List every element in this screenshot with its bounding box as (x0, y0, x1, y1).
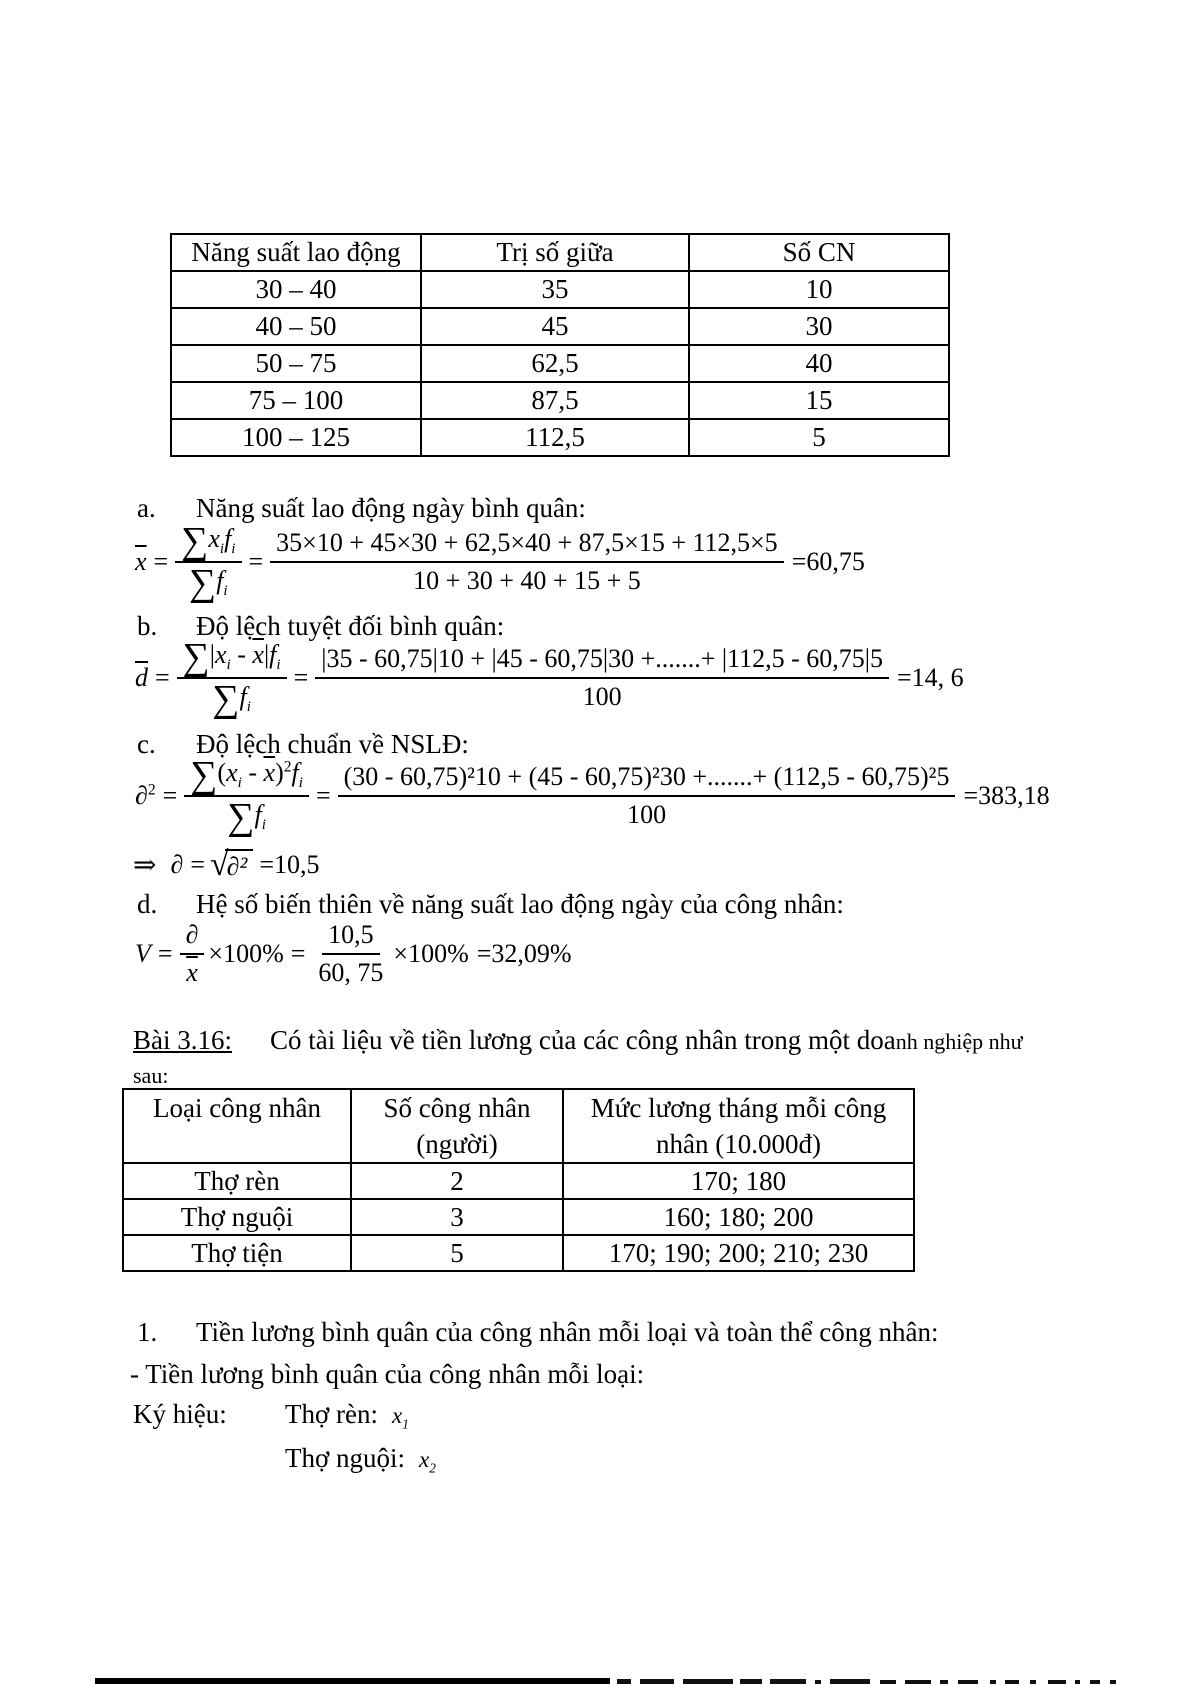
table-cell: 170; 180 (563, 1163, 914, 1199)
denominator: 60, 75 (318, 958, 384, 987)
x-var: x (208, 524, 220, 553)
table-header-cell: Số CN (689, 234, 949, 271)
table-cell: 87,5 (421, 382, 689, 419)
item-c-heading (137, 728, 469, 762)
table-cell: 40 – 50 (171, 308, 421, 345)
table-cell: 160; 180; 200 (563, 1199, 914, 1235)
sigma-symbol: ∑ (182, 636, 210, 678)
table-header-cell: Năng suất lao động (171, 234, 421, 271)
radical-sign: √ (210, 846, 229, 883)
subline-text: - Tiền lương bình quân của công nhân mỗi loại: (130, 1359, 645, 1389)
table-header-cell: Loại công nhân (123, 1089, 351, 1163)
notation-line-2 (285, 1442, 436, 1477)
equals-sign: = (155, 663, 170, 693)
problem-intro-line2 (133, 1062, 168, 1090)
f-var: f (291, 758, 299, 787)
formula-result: =14, 6 (897, 663, 964, 693)
item-title: Hệ số biến thiên về năng suất lao động ngày của công nhân: (196, 889, 844, 919)
fraction-mean-values (270, 528, 784, 596)
equals-sign: = (293, 663, 309, 693)
formula-result: =383,18 (963, 781, 1050, 811)
equals-sign: = (190, 850, 205, 879)
problem-intro-tail: nh nghiệp như (895, 1029, 1023, 1054)
denominator: 100 (627, 800, 667, 830)
equals-sign: = (315, 781, 331, 811)
part-title: Tiền lương bình quân của công nhân mỗi loại và toàn thể công nhân: (196, 1317, 939, 1347)
table-cell: Thợ rèn (123, 1163, 351, 1199)
x-var: x (214, 640, 227, 669)
sub-i: i (226, 657, 231, 674)
dbar-symbol: $\overline{d}$ (135, 663, 148, 693)
numerator: |35 - 60,75|10 + |45 - 60,75|30 +.......+ |112,5 - 60,75|5 (315, 644, 889, 679)
table-row (123, 1199, 914, 1235)
table-cell: 30 – 40 (171, 271, 421, 308)
formula-result: =60,75 (791, 547, 865, 577)
x2-variable: $x_2$ (419, 1447, 436, 1476)
formula-mad (133, 636, 964, 721)
sigma-symbol: ∑ (227, 796, 255, 839)
part-1-heading (137, 1316, 939, 1350)
sigma-symbol: ∂ (170, 850, 184, 879)
minus-sign: - (230, 640, 253, 669)
problem-intro: Có tài liệu về tiền lương của các công nhân trong một doa (270, 1025, 896, 1055)
fraction-sum-sq-dev (184, 754, 309, 839)
table-header-row (123, 1089, 914, 1163)
sub-i: i (223, 583, 228, 600)
table-row (171, 271, 949, 308)
table-row (171, 345, 949, 382)
V-symbol: V (135, 939, 151, 968)
part-1-subline (130, 1358, 644, 1392)
fraction-mad-values (315, 644, 889, 712)
paren: ) (275, 758, 284, 787)
radicand: ∂² (225, 849, 254, 882)
table-cell: 5 (689, 419, 949, 456)
fraction-variance-values (338, 762, 956, 830)
table-cell: 40 (689, 345, 949, 382)
table-header-cell: Trị số giữa (421, 234, 689, 271)
fraction-sum-xf (175, 520, 241, 605)
sub-i: i (276, 657, 281, 674)
times-100pct: ×100% (208, 939, 284, 968)
abs-bar: | (263, 640, 270, 669)
sigma-symbol: ∂ (180, 920, 205, 955)
item-label: b. (137, 611, 158, 641)
formula-std-dev (133, 848, 320, 882)
fraction-sum-abs-dev (177, 636, 287, 721)
table-cell: 100 – 125 (171, 419, 421, 456)
table-row (171, 419, 949, 456)
equals-sign: = (290, 939, 306, 968)
notation-label: Ký hiệu: (133, 1399, 227, 1429)
table-cell: 45 (421, 308, 689, 345)
table-cell: 35 (421, 271, 689, 308)
xbar-symbol: $\overline{x}$ (252, 640, 264, 669)
table-row (171, 308, 949, 345)
denominator: 10 + 30 + 40 + 15 + 5 (413, 566, 641, 596)
table-cell: 62,5 (421, 345, 689, 382)
formula-variance (133, 754, 1050, 839)
f-var: f (224, 524, 232, 553)
worker-type-label: Thợ nguội: (285, 1443, 406, 1473)
table-cell: Thợ tiện (123, 1235, 351, 1271)
worker-type-label: Thợ rèn: (285, 1399, 378, 1429)
f-var: f (254, 800, 262, 830)
sigma-symbol: ∑ (181, 520, 209, 562)
fraction-sigma-over-mean (180, 920, 205, 988)
xbar-symbol: $\overline{x}$ (135, 547, 147, 577)
productivity-table (170, 233, 950, 457)
fraction-cv-values (312, 920, 389, 988)
table-cell: 10 (689, 271, 949, 308)
table-row (123, 1235, 914, 1271)
denominator: 100 (582, 682, 622, 712)
sigma-symbol: ∑ (190, 754, 218, 796)
notation-line-1 (133, 1398, 409, 1433)
sub-i: i (261, 817, 266, 834)
formula-cv (133, 920, 572, 988)
sub-i: i (298, 775, 303, 792)
table-header-row (171, 234, 949, 271)
table-cell: 50 – 75 (171, 345, 421, 382)
table-row (123, 1163, 914, 1199)
equals-sign: = (153, 547, 169, 577)
problem-number: Bài 3.16: (133, 1025, 232, 1055)
item-title: Độ lệch chuẩn về NSLĐ: (196, 729, 469, 759)
sigma-symbol: ∑ (212, 678, 240, 721)
abs-bar: | (209, 640, 215, 669)
item-label: c. (137, 729, 156, 759)
item-label: a. (137, 493, 156, 523)
xbar-symbol: $\overline{x}$ (263, 758, 276, 787)
item-d-heading (137, 888, 844, 922)
wages-table (122, 1088, 915, 1272)
f-var: f (239, 682, 247, 712)
table-cell: 75 – 100 (171, 382, 421, 419)
sup-2: 2 (283, 758, 292, 776)
numerator: (30 - 60,75)²10 + (45 - 60,75)²30 +.......+ (112,5 - 60,75)²5 (338, 762, 956, 797)
table-header-cell: Số công nhân (người) (351, 1089, 563, 1163)
sub-i: i (219, 541, 225, 558)
square-root (210, 848, 253, 882)
sub-i: i (237, 775, 242, 792)
numerator: 35×10 + 45×30 + 62,5×40 + 87,5×15 + 112,5×5 (270, 528, 784, 563)
minus-sign: - (241, 758, 264, 787)
formula-result: =32,09% (476, 939, 572, 968)
equals-sign: = (162, 781, 178, 811)
equals-sign: = (157, 939, 173, 968)
x-var: x (226, 758, 238, 787)
table-cell: 3 (351, 1199, 563, 1235)
table-cell: 112,5 (421, 419, 689, 456)
sigma-squared-symbol: ∂$^2$ (135, 781, 156, 811)
table-cell: 30 (689, 308, 949, 345)
f-var: f (216, 566, 224, 596)
formula-result: =10,5 (259, 850, 320, 879)
times-100pct: ×100% (393, 939, 469, 968)
item-title: Năng suất lao động ngày bình quân: (196, 493, 586, 523)
table-cell: Thợ nguội (123, 1199, 351, 1235)
item-label: d. (137, 889, 158, 919)
sub-i: i (231, 541, 236, 558)
f-var: f (269, 640, 277, 669)
formula-mean (133, 520, 865, 605)
problem-316-heading (133, 1024, 1023, 1058)
table-cell: 170; 190; 200; 210; 230 (563, 1235, 914, 1271)
xbar-symbol: x (186, 958, 198, 987)
item-title: Độ lệch tuyệt đối bình quân: (196, 611, 505, 641)
table-row (171, 382, 949, 419)
equals-sign: = (248, 547, 264, 577)
paren: ( (217, 758, 227, 787)
numerator: 10,5 (322, 920, 380, 955)
table-cell: 5 (351, 1235, 563, 1271)
x1-variable: $x_1$ (392, 1403, 409, 1432)
table-header-cell: Mức lương tháng mỗi công nhân (10.000đ) (563, 1089, 914, 1163)
table-cell: 15 (689, 382, 949, 419)
item-label: 1. (137, 1317, 158, 1347)
table-cell: 2 (351, 1163, 563, 1199)
sub-i: i (246, 699, 251, 716)
sigma-symbol: ∑ (189, 562, 217, 605)
intro-continuation: sau: (133, 1063, 169, 1088)
implies-arrow: ⇒ (133, 850, 157, 881)
